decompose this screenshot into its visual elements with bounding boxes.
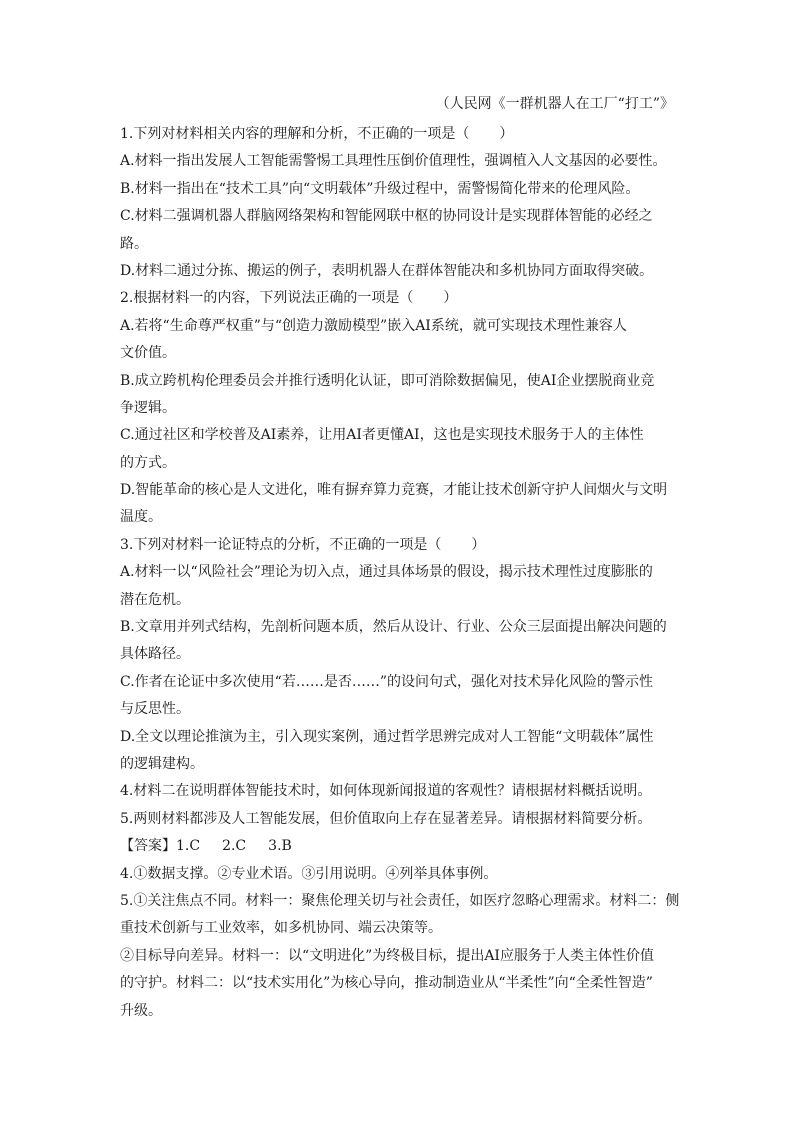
answer-5-line4: 的守护。材料二：以“技术实用化”为核心导向，推动制造业从“半柔性”向“全柔性智造” (120, 975, 653, 992)
question-2-stem: 2.根据材料一的内容，下列说法正确的一项是（ ） (120, 290, 458, 307)
question-2-option-b-line2: 争逻辑。 (120, 399, 176, 416)
question-2-option-a-line2: 文价值。 (120, 345, 176, 362)
question-3-option-c-line2: 与反思性。 (120, 701, 190, 718)
question-2-option-d-line1: D.智能革命的核心是人文进化，唯有摒弃算力竞赛，才能让技术创新守护人间烟火与文明 (120, 482, 668, 499)
question-3-option-b-line1: B.文章用并列式结构，先剖析问题本质，然后从设计、行业、公众三层面提出解决问题的 (120, 619, 667, 636)
question-4: 4.材料二在说明群体智能技术时，如何体现新闻报道的客观性？请根据材料概括说明。 (120, 783, 652, 800)
question-1-option-b: B.材料一指出在“技术工具”向“文明载体”升级过程中，需警惕简化带来的伦理风险。 (120, 180, 640, 197)
question-3-option-a-line1: A.材料一以“风险社会”理论为切入点，通过具体场景的假设，揭示技术理性过度膨胀的 (120, 564, 653, 581)
answer-1: 1.C (176, 838, 201, 855)
answer-label: 【答案】 (120, 838, 176, 855)
question-3-option-d-line2: 的逻辑建构。 (120, 755, 204, 772)
question-1-option-a: A.材料一指出发展人工智能需警惕工具理性压倒价值理性，强调植入人文基因的必要性。 (120, 153, 667, 170)
question-2-option-b-line1: B.成立跨机构伦理委员会并推行透明化认证，即可消除数据偏见，使AI企业摆脱商业竞 (120, 372, 655, 389)
question-3-option-c-line1: C.作者在论证中多次使用“若……是否……”的设问句式，强化对技术异化风险的警示性 (120, 673, 653, 690)
answer-5-line1: 5.①关注焦点不同。材料一：聚焦伦理关切与社会责任，如医疗忽略心理需求。材料二：侧 (120, 892, 680, 909)
question-5: 5.两则材料都涉及人工智能发展，但价值取向上存在显著差异。请根据材料简要分析。 (120, 810, 652, 827)
answer-5-line5: 升级。 (120, 1002, 162, 1019)
answer-3: 3.B (268, 838, 292, 855)
question-2-option-a-line1: A.若将“生命尊严权重”与“创造力激励模型”嵌入AI系统，就可实现技术理性兼容人 (120, 317, 627, 334)
question-1-stem: 1.下列对材料相关内容的理解和分析，不正确的一项是（ ） (120, 126, 514, 142)
question-3-stem: 3.下列对材料一论证特点的分析，不正确的一项是（ ） (120, 536, 486, 553)
question-3-option-b-line2: 具体路径。 (120, 646, 190, 663)
question-1-option-c-line2: 路。 (120, 235, 148, 252)
question-2-option-c-line2: 的方式。 (120, 454, 176, 471)
question-2-option-c-line1: C.通过社区和学校普及AI素养，让用AI者更懂AI，这也是实现技术服务于人的主体性 (120, 427, 644, 444)
answer-5-line3: ②目标导向差异。材料一：以“文明进化”为终极目标，提出AI应服务于人类主体性价值 (120, 947, 654, 964)
question-1-option-c-line1: C.材料二强调机器人群脑网络架构和智能网联中枢的协同设计是实现群体智能的必经之 (120, 208, 653, 225)
answer-key-line (120, 833, 672, 860)
document-body (120, 121, 680, 1025)
question-3-option-a-line2: 潜在危机。 (120, 591, 190, 608)
question-1-option-d: D.材料二通过分拣、搬运的例子，表明机器人在群体智能决和多机协同方面取得突破。 (120, 262, 654, 279)
answer-2: 2.C (222, 838, 247, 855)
source-citation: （人民网《一群机器人在工厂“打工”》 (435, 96, 674, 112)
answer-4: 4.①数据支撑。②专业术语。③引用说明。④列举具体事例。 (120, 865, 498, 882)
question-2-option-d-line2: 温度。 (120, 509, 162, 526)
answer-5-line2: 重技术创新与工业效率，如多机协同、端云决策等。 (120, 920, 442, 937)
question-3-option-d-line1: D.全文以理论推演为主，引入现实案例，通过哲学思辨完成对人工智能“文明载体”属性 (120, 728, 654, 745)
